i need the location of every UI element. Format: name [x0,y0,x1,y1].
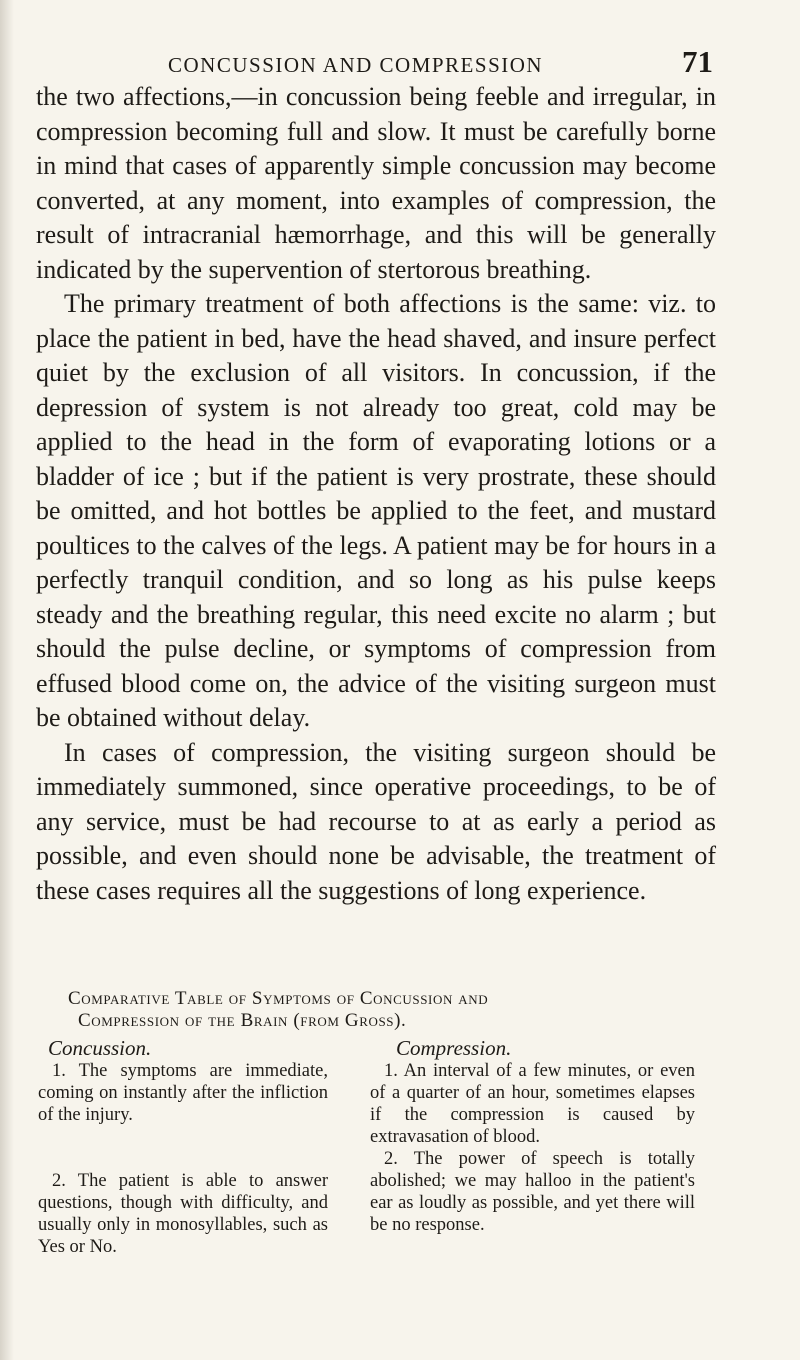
paragraph-3: In cases of compression, the visiting surgeon should be immediately summoned, since operative proceedings, to be of any service, must be had recourse to at as early a period as possible, and even should none be advisable, the treatment of these cases requires all the suggestions of long experience. [36,737,716,905]
paragraph-2: The primary treatment of both affections is the same: viz. to place the patient in bed, have the head shaved, and insure perfect quiet by the exclusion of all visitors. In concussion, if the depression of system is not already too great, cold may be applied to the head in the form of evaporating lotions or a bladder of ice ; but if the patient is very prostrate, these should be omitted, and hot bottles be applied to the feet, and mustard poultices to the calves of the legs. A patient may be for hours in a perfectly tranquil condition, and so long as his pulse keeps steady and the breathing regular, this need excite no alarm ; but should the pulse decline, or symptoms of compression from effused blood come on, the advice of the visiting surgeon must be obtained without delay. [36,289,716,732]
compression-item-2: 2. The power of speech is totally abolished; we may halloo in the patient's ear as loudly as possible, and yet there will be no response. [370,1149,695,1235]
compression-item-1: 1. An interval of a few minutes, or even of a quarter of an hour, sometimes elapses if the compression is caused by extravasation of blood. [370,1061,695,1147]
concussion-item-2: 2. The patient is able to answer questions, though with difficulty, and usually only in monosyllables, such as Yes or No. [38,1171,328,1257]
compression-column [370,1036,695,1236]
table-title-line-2: Compression of the Brain (from Gross). [78,1010,407,1031]
compression-heading: Compression. [396,1036,512,1060]
table-title-line-1: Comparative Table of Symptoms of Concussion and [68,988,489,1009]
concussion-heading: Concussion. [48,1036,152,1060]
running-head: CONCUSSION AND COMPRESSION [168,53,544,77]
page-gutter-shadow [0,0,14,1360]
body-text [36,80,716,908]
paragraph-1: the two affections,—in concussion being feeble and irregular, in compression becoming full and slow. It must be carefully borne in mind that cases of apparently simple concussion may become converted, at any moment, into examples of compression, the result of intracranial hæmorrhage, and this will be generally indicated by the supervention of stertorous breathing. [36,82,716,284]
table-title [68,988,668,1032]
concussion-column [38,1036,328,1258]
page-number: 71 [682,44,713,79]
concussion-item-1: 1. The symptoms are immediate, coming on instantly after the infliction of the injury. [38,1061,328,1125]
page-header [168,44,713,80]
